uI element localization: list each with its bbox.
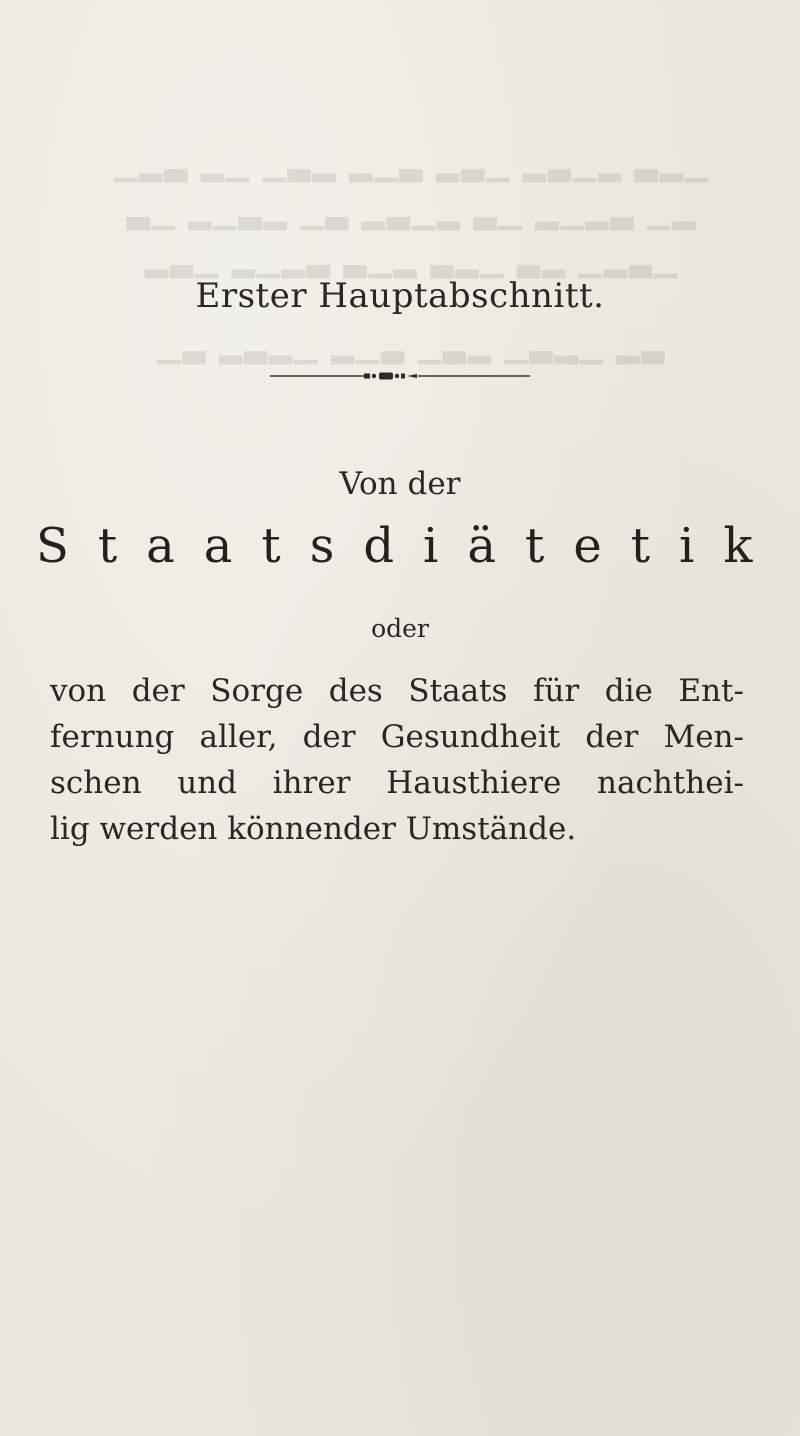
show-through-texture: ▁▂▃ ▂▁▃▂ ▁▃▂ ▃▁▂ ▂▃▁ ▁▂ ▃▂▁ <box>112 148 708 183</box>
paragraph-line: von der Sorge des Staats für die Ent- <box>50 673 744 709</box>
main-title <box>36 518 782 574</box>
show-through-texture: ▃▂ ▁▂▃▁ ▂▃▁ ▃▁▂ ▁▂▃▂ ▃▁ <box>155 330 665 365</box>
show-through-texture: ▂▁ ▃▂▁▂ ▁▃ ▂▁▃▂ ▃▁ ▂▃▁▂ ▁▃ <box>124 196 696 231</box>
subtitle-paragraph <box>50 668 744 852</box>
paragraph-line: lig werden könnender Umstände. <box>50 811 577 847</box>
show-through-texture: ▁▃▂▁ ▂▃ ▁▂▃ ▂▁▃ ▃▂▁▂ ▁▃▂ <box>142 244 678 279</box>
section-heading: Erster Hauptabschnitt. <box>195 276 605 316</box>
conjunction-oder: oder <box>371 614 429 643</box>
paragraph-line: fernung aller, der Gesundheit der Men- <box>50 719 744 755</box>
subtitle-von-der: Von der <box>339 466 461 502</box>
paragraph-line: schen und ihrer Hausthiere nachthei- <box>50 765 744 801</box>
ornamental-rule <box>270 370 530 382</box>
main-title-text: Staatsdiätetik <box>36 518 782 574</box>
